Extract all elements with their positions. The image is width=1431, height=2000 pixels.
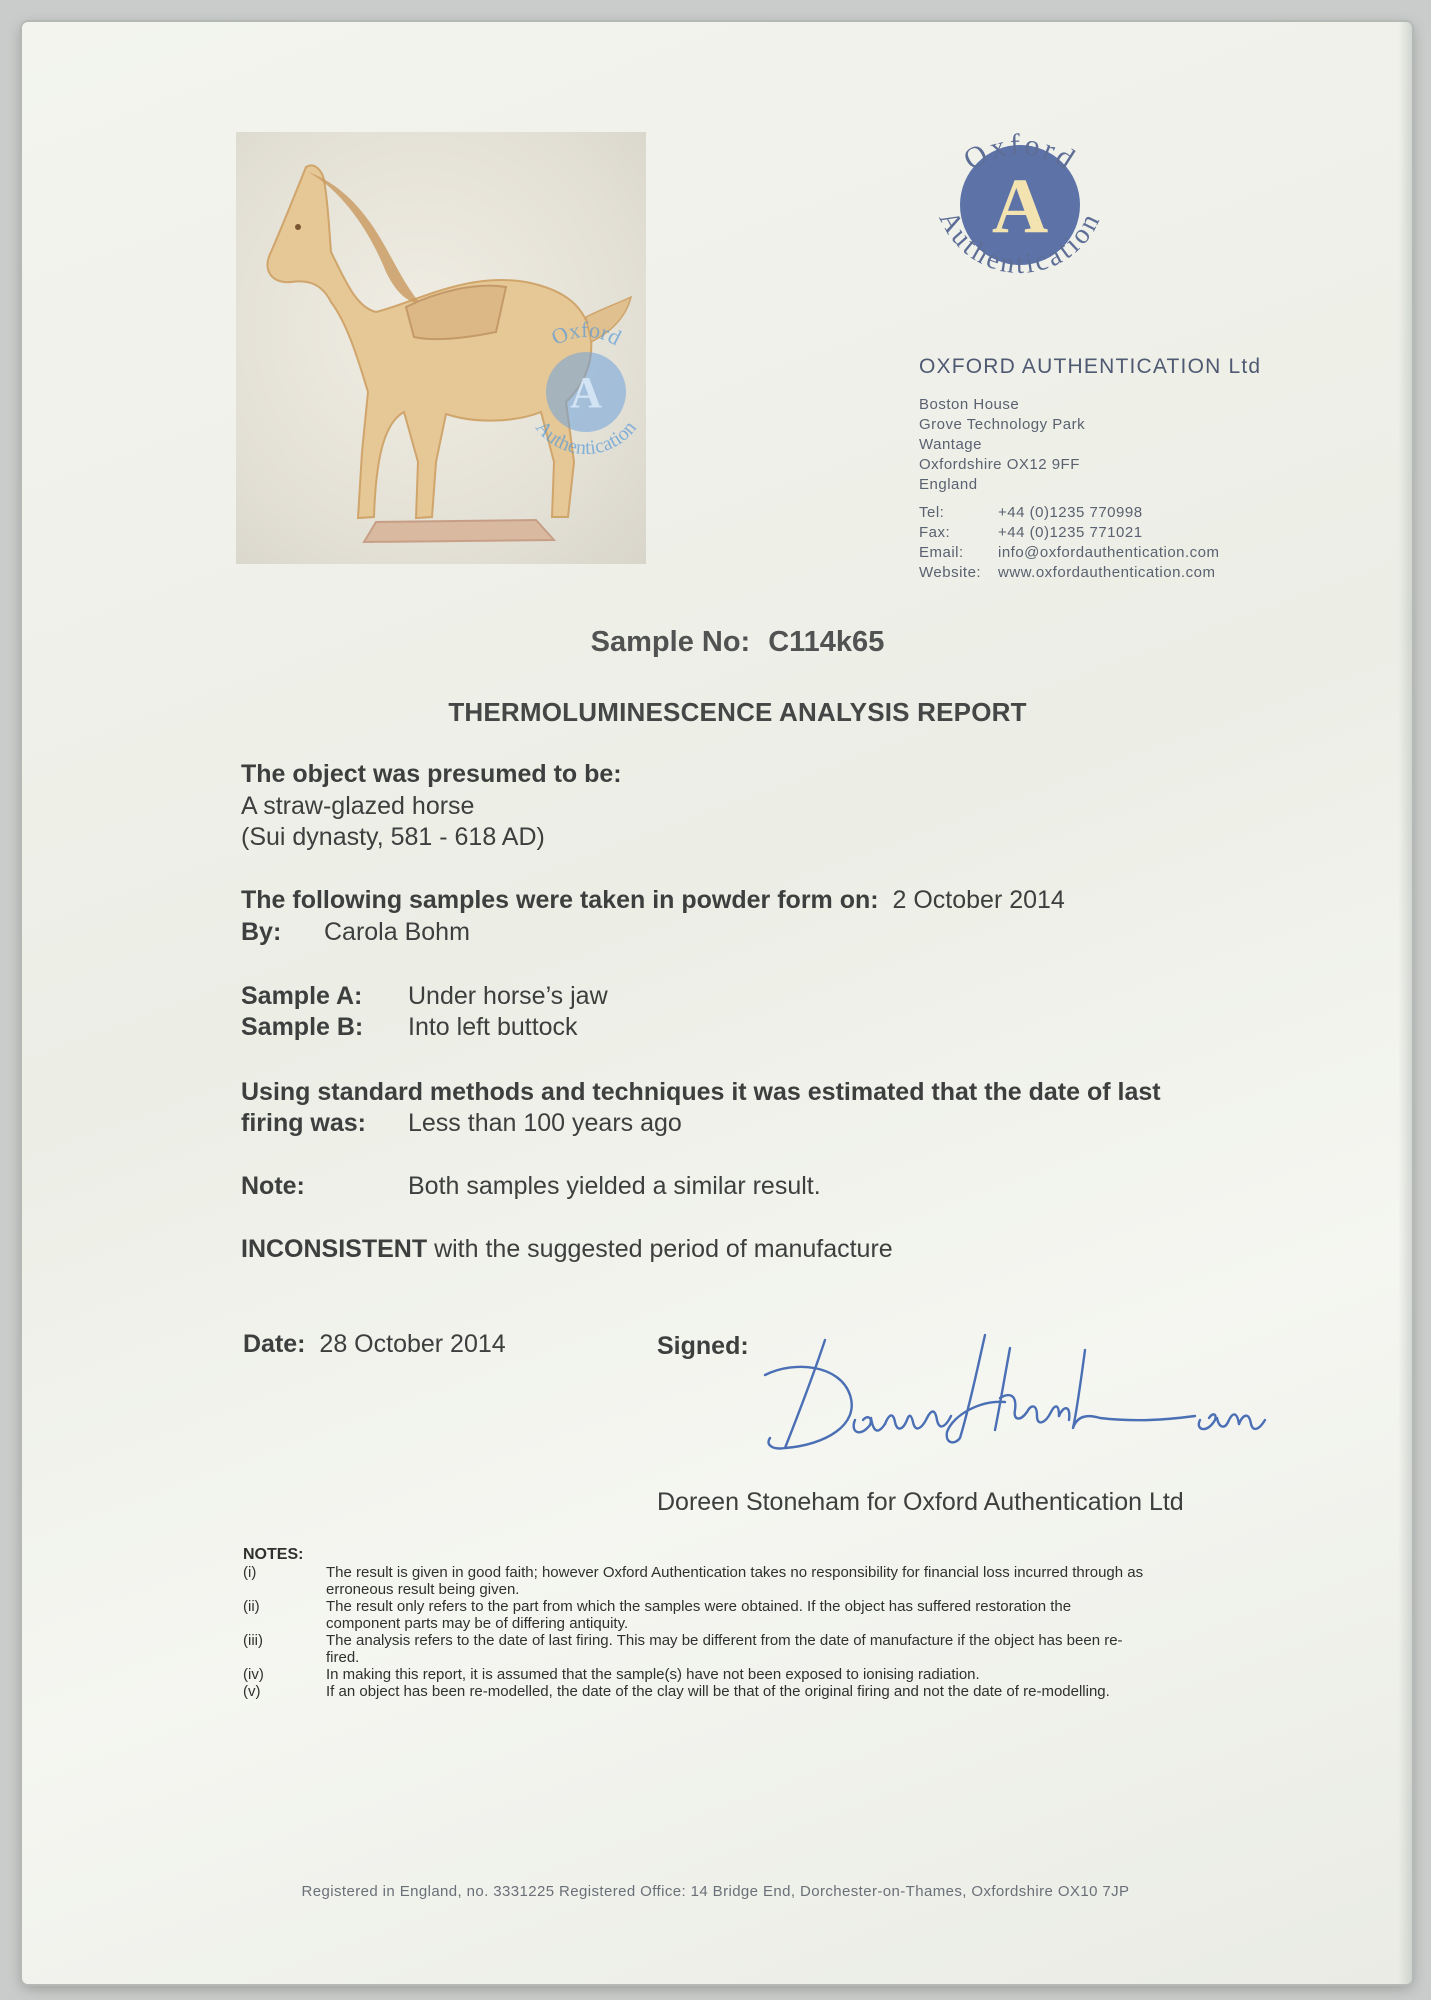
- contact-fax: Fax: +44 (0)1235 771021: [919, 524, 1143, 541]
- note-label: Note:: [241, 1172, 305, 1200]
- conclusion: INCONSISTENT with the suggested period of manufacture: [241, 1235, 893, 1263]
- note-item: (iii) The analysis refers to the date of last firing. This may be different from the date of manufacture if the object has been re- fired.: [243, 1632, 1123, 1666]
- presumed-period: (Sui dynasty, 581 - 618 AD): [241, 823, 545, 851]
- report-title: THERMOLUMINESCENCE ANALYSIS REPORT: [448, 697, 1027, 727]
- estimate-line: Using standard methods and techniques it was estimated that the date of last: [241, 1078, 1161, 1106]
- company-contacts: [919, 503, 1220, 583]
- svg-text:A: A: [570, 368, 602, 417]
- presumed-object: A straw-glazed horse: [241, 792, 475, 820]
- by-label: By:: [241, 918, 282, 946]
- estimate-value: Less than 100 years ago: [408, 1109, 682, 1137]
- note-item: (ii) The result only refers to the part from which the samples were obtained. If the object has suffered restoration the component parts may be of differing antiquity.: [243, 1598, 1072, 1632]
- note-item: (i) The result is given in good faith; however Oxford Authentication takes no responsibility for financial loss incurred through as erroneous result being given.: [243, 1564, 1144, 1598]
- contact-tel: Tel: +44 (0)1235 770998: [919, 504, 1143, 521]
- company-address: Boston House Grove Technology Park Wantage Oxfordshire OX12 9FF England: [919, 396, 1086, 493]
- contact-email: Email: info@oxfordauthentication.com: [919, 544, 1220, 561]
- sample-a-label: Sample A:: [241, 982, 363, 1010]
- report-date: Date: 28 October 2014: [243, 1330, 506, 1358]
- svg-text:Authentication: Authentication: [531, 416, 641, 460]
- notes-header: NOTES:: [243, 1546, 304, 1563]
- logo-top-text: Oxford: [958, 128, 1083, 178]
- company-logo: [905, 100, 1135, 330]
- logo-bottom-text: Authentication: [932, 205, 1108, 281]
- note-item: (iv) In making this report, it is assumed that the sample(s) have not been exposed to ionising radiation.: [243, 1666, 980, 1683]
- sample-a-value: Under horse’s jaw: [408, 982, 608, 1010]
- watermark-stamp: [506, 312, 646, 472]
- presumed-label: The object was presumed to be:: [241, 760, 622, 788]
- sample-b-value: Into left buttock: [408, 1013, 578, 1041]
- by-value: Carola Bohm: [324, 918, 470, 946]
- svg-text:Oxford: Oxford: [547, 316, 626, 351]
- sampling-line: The following samples were taken in powder form on: 2 October 2014: [241, 886, 1065, 914]
- note-item: (v) If an object has been re-modelled, the date of the clay will be that of the original firing and not the date of re-modelling.: [243, 1683, 1110, 1700]
- company-name: OXFORD AUTHENTICATION Ltd: [919, 355, 1262, 378]
- registration-footer: Registered in England, no. 3331225 Registered Office: 14 Bridge End, Dorchester-on-Thames, Oxfordshire OX10 7JP: [301, 1883, 1130, 1900]
- notes-section: [243, 1546, 1283, 1700]
- sample-number: Sample No: C114k65: [590, 626, 885, 658]
- signatory: Doreen Stoneham for Oxford Authentication Ltd: [657, 1488, 1184, 1516]
- object-photo: [236, 132, 646, 564]
- estimate-label: firing was:: [241, 1109, 367, 1137]
- sample-b-label: Sample B:: [241, 1013, 364, 1041]
- contact-website: Website: www.oxfordauthentication.com: [919, 564, 1216, 581]
- logo-letter: A: [991, 162, 1049, 249]
- signature: [755, 1320, 1295, 1470]
- note-value: Both samples yielded a similar result.: [408, 1172, 821, 1200]
- signed-label: Signed:: [657, 1332, 749, 1360]
